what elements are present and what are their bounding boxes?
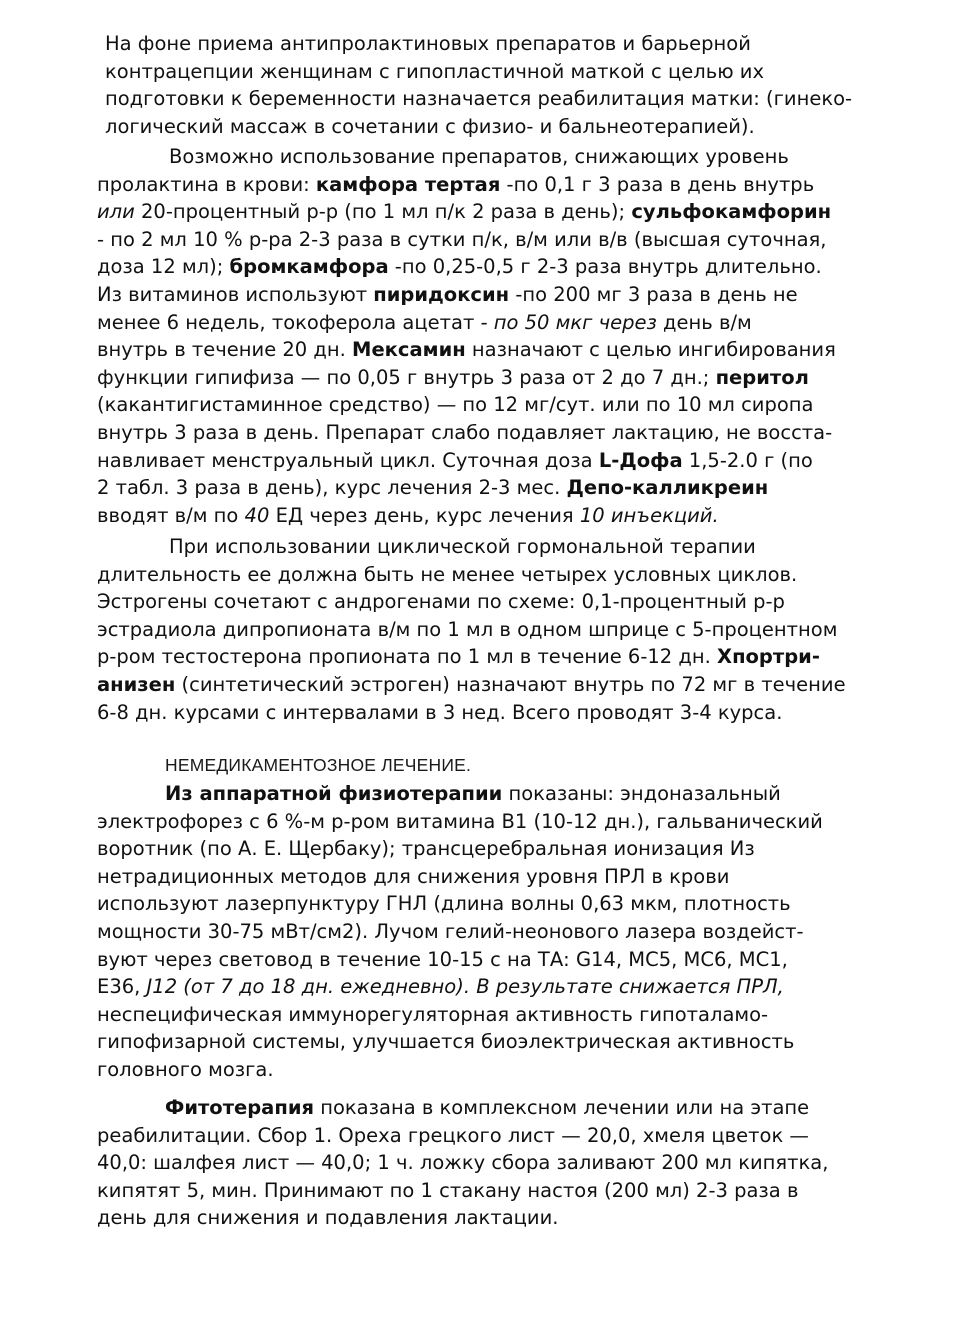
text-line <box>97 643 860 671</box>
text-segment: ЕД через день, курс лечения <box>269 503 580 527</box>
text-line <box>97 281 860 309</box>
text-segment: подготовки к беременности назначается реабилитация матки: (гинеко- <box>105 87 853 111</box>
text-segment: 6-8 дн. курсами с интервалами в 3 нед. Всего проводят 3-4 курса. <box>97 700 783 724</box>
text-line <box>97 309 860 337</box>
text-line <box>97 419 860 447</box>
text-segment: нетрадиционных методов для снижения уровня ПРЛ в крови <box>97 864 730 888</box>
text-segment: -по 0,1 г 3 раза в день внутрь <box>500 172 815 196</box>
text-line <box>97 336 860 364</box>
text-segment: гипофизарной системы, улучшается биоэлектрическая активность <box>97 1030 795 1054</box>
bold-term: анизен <box>97 672 176 696</box>
text-segment: воротник (по А. Е. Щербаку); трансцеребральная ионизация Из <box>97 837 755 861</box>
text-line <box>97 447 860 475</box>
text-line <box>97 671 860 699</box>
text-segment: Возможно использование препаратов, снижающих уровень <box>169 145 789 168</box>
text-segment: навливает менструальный цикл. Суточная доза <box>97 448 599 472</box>
text-line <box>97 58 860 86</box>
text-segment: (какантигистаминное средство) — по 12 мг/сут. или по 10 мл сиропа <box>97 393 814 417</box>
text-segment: Из витаминов используют <box>97 282 374 306</box>
text-segment: -по 200 мг 3 раза в день не <box>509 282 798 306</box>
text-line <box>97 391 860 419</box>
text-segment: эстрадиола дипропионата в/м по 1 мл в одном шприце с 5-процентном <box>97 617 838 641</box>
bold-term: Хпортри- <box>717 645 820 669</box>
text-line <box>97 808 860 836</box>
bold-term: L-Дофа <box>598 448 683 472</box>
text-line <box>97 890 860 918</box>
text-segment: 1,5-2.0 г (по <box>682 448 813 472</box>
text-line <box>97 30 860 58</box>
text-segment: используют лазерпунктуру ГНЛ (длина волны 0,63 мкм, плотность <box>97 892 791 916</box>
bold-term: сульфокамфорин <box>631 200 832 224</box>
text-segment: логический массаж в сочетании с физио- и бальнеотерапией). <box>105 114 755 138</box>
text-line <box>97 143 860 171</box>
bold-term: Мексамин <box>352 338 466 362</box>
text-segment: показаны: эндоназальный <box>502 782 781 805</box>
bold-term: пиридоксин <box>373 282 510 306</box>
text-segment: контрацепции женщинам с гипопластичной маткой с целью их <box>105 59 765 83</box>
italic-text: 10 инъекций. <box>579 503 719 527</box>
paragraph-physiotherapy <box>97 780 860 1084</box>
text-line <box>97 533 860 561</box>
text-line <box>97 1056 860 1084</box>
text-line <box>97 1028 860 1056</box>
paragraph-prolactin-drugs <box>97 143 860 529</box>
italic-text: - по 50 мкг через <box>480 310 657 334</box>
text-segment: день для снижения и подавления лактации. <box>97 1206 559 1230</box>
text-segment: Е36, <box>97 975 147 999</box>
text-line <box>97 780 860 808</box>
text-segment: вводят в/м по <box>97 503 245 527</box>
text-segment: неспецифическая иммунорегуляторная активность гипоталамо- <box>97 1002 769 1026</box>
text-segment: функции гипифиза — по 0,05 г внутрь 3 раза от 2 до 7 дн.; <box>97 365 716 389</box>
text-segment: доза 12 мл); <box>97 255 230 279</box>
text-line <box>97 85 860 113</box>
text-line <box>97 364 860 392</box>
bold-term: камфора тертая <box>315 172 501 196</box>
text-line <box>97 946 860 974</box>
text-segment: менее 6 недель, токоферола ацетат <box>97 310 481 334</box>
italic-text: 40 <box>244 503 270 527</box>
text-segment: (синтетический эстроген) назначают внутрь по 72 мг в течение <box>175 672 846 696</box>
paragraph-hormonal-therapy <box>97 533 860 726</box>
bold-term: Депо-калликреин <box>566 476 769 500</box>
text-segment: пролактина в крови: <box>97 172 316 196</box>
text-segment: электрофорез с 6 %-м р-ром витамина В1 (10-12 дн.), гальванический <box>97 809 823 833</box>
text-segment: вуют через световод в течение 10-15 с на ТА: G14, МС5, МС6, МС1, <box>97 947 788 971</box>
text-segment: мощности 30-75 мВт/см2). Лучом гелий-неонового лазера воздейст- <box>97 919 804 943</box>
text-line <box>97 835 860 863</box>
text-segment: 20-процентный р-р (по 1 мл п/к 2 раза в день); <box>134 200 632 224</box>
text-segment: Эстрогены сочетают с андрогенами по схеме: 0,1-процентный р-р <box>97 590 785 614</box>
text-line <box>97 918 860 946</box>
text-line <box>97 1177 860 1205</box>
text-line <box>97 699 860 727</box>
text-segment: реабилитации. Сбор 1. Ореха грецкого лист — 20,0, хмеля цветок — <box>97 1123 809 1147</box>
text-segment: 2 табл. 3 раза в день), курс лечения 2-3 мес. <box>97 476 567 500</box>
text-segment: кипятят 5, мин. Принимают по 1 стакану настоя (200 мл) 2-3 раза в <box>97 1178 799 1202</box>
bold-term: бромкамфора <box>229 255 389 279</box>
bold-term: Фитотерапия <box>165 1096 315 1119</box>
text-segment: показана в комплексном лечении или на этапе <box>314 1096 810 1119</box>
bold-term: перитол <box>715 365 809 389</box>
text-line <box>97 616 860 644</box>
paragraph-phytotherapy <box>97 1094 860 1232</box>
text-segment: длительность ее должна быть не менее четырех условных циклов. <box>97 562 798 586</box>
text-line <box>97 561 860 589</box>
text-line <box>97 226 860 254</box>
text-line <box>97 863 860 891</box>
text-line <box>97 973 860 1001</box>
text-segment: р-ром тестостерона пропионата по 1 мл в течение 6-12 дн. <box>97 645 718 669</box>
text-segment: внутрь 3 раза в день. Препарат слабо подавляет лактацию, не восста- <box>97 420 833 444</box>
text-line <box>97 1094 860 1122</box>
text-segment: - по 2 мл 10 % р-ра 2-3 раза в сутки п/к, в/м или в/в (высшая суточная, <box>97 227 827 251</box>
paragraph-rehabilitation <box>97 30 860 140</box>
text-segment: При использовании циклической гормональной терапии <box>169 535 756 558</box>
text-segment: внутрь в течение 20 дн. <box>97 338 353 362</box>
text-line <box>97 1149 860 1177</box>
text-segment: 40,0: шалфея лист — 40,0; 1 ч. ложку сбора заливают 200 мл кипятка, <box>97 1151 829 1175</box>
italic-text: или <box>97 200 135 224</box>
text-line <box>97 588 860 616</box>
section-heading: НЕМЕДИКАМЕНТОЗНОЕ ЛЕЧЕНИЕ. <box>165 755 472 775</box>
text-line <box>97 198 860 226</box>
text-line <box>97 1001 860 1029</box>
italic-text: J12 (от 7 до 18 дн. ежедневно). В результате снижается ПРЛ, <box>146 975 784 999</box>
text-line <box>97 113 860 141</box>
text-line <box>97 171 860 199</box>
text-segment: -по 0,25-0,5 г 2-3 раза внутрь длительно. <box>388 255 822 279</box>
text-segment: назначают с целью ингибирования <box>465 338 836 362</box>
bold-term: Из аппаратной физиотерапии <box>165 782 503 805</box>
text-line <box>97 1122 860 1150</box>
text-line <box>97 253 860 281</box>
text-line <box>97 474 860 502</box>
text-line <box>97 502 860 530</box>
text-segment: На фоне приема антипролактиновых препаратов и барьерной <box>105 32 751 55</box>
text-line <box>97 1204 860 1232</box>
text-segment: день в/м <box>656 310 752 334</box>
text-segment: головного мозга. <box>97 1057 274 1081</box>
